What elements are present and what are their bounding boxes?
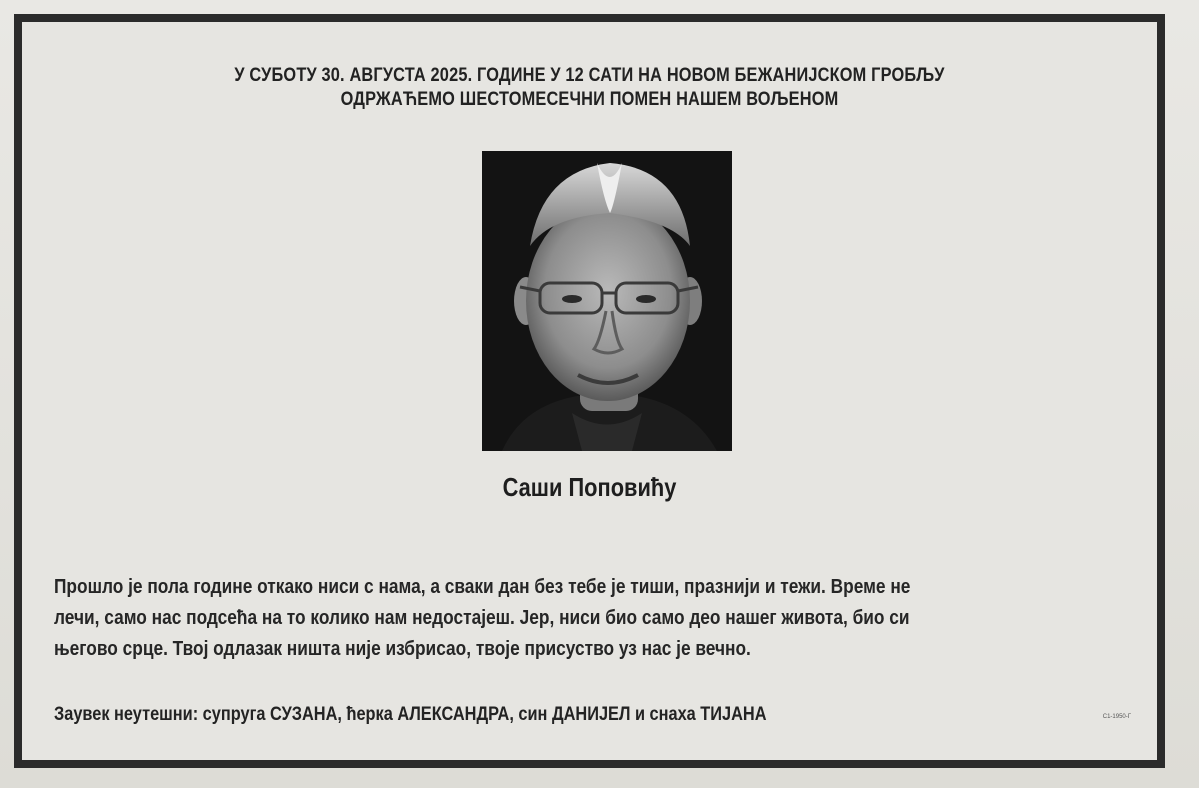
ad-code: С1-1950-Г: [1102, 714, 1131, 720]
notice-header: [101, 64, 1077, 112]
deceased-name: Саши Поповићу: [502, 472, 677, 502]
header-line-2: ОДРЖАЋЕМО ШЕСТОМЕСЕЧНИ ПОМЕН НАШЕМ ВОЉЕНОМ: [340, 89, 839, 110]
portrait-image: [482, 151, 732, 451]
message-line-3: његово срце. Твој одлазак ништа није избрисао, твоје присуство уз нас је вечно.: [54, 638, 751, 660]
family-signature: Заувек неутешни: супруга СУЗАНА, ћерка АЛЕКСАНДРА, син ДАНИЈЕЛ и снаха ТИЈАНА: [54, 704, 767, 725]
header-line-1: У СУБОТУ 30. АВГУСТА 2025. ГОДИНЕ У 12 САТИ НА НОВОМ БЕЖАНИЈСКОМ ГРОБЉУ: [234, 65, 945, 86]
memorial-notice: [14, 14, 1165, 768]
message-line-2: лечи, само нас подсећа на то колико нам недостајеш. Јер, ниси био само део нашег живота, био си: [54, 607, 910, 629]
portrait-photo: [482, 151, 732, 451]
memorial-message: [54, 572, 1023, 665]
message-line-1: Прошло је пола године откако ниси с нама, а сваки дан без тебе је тиши, празнији и тежи. Време не: [54, 576, 911, 598]
